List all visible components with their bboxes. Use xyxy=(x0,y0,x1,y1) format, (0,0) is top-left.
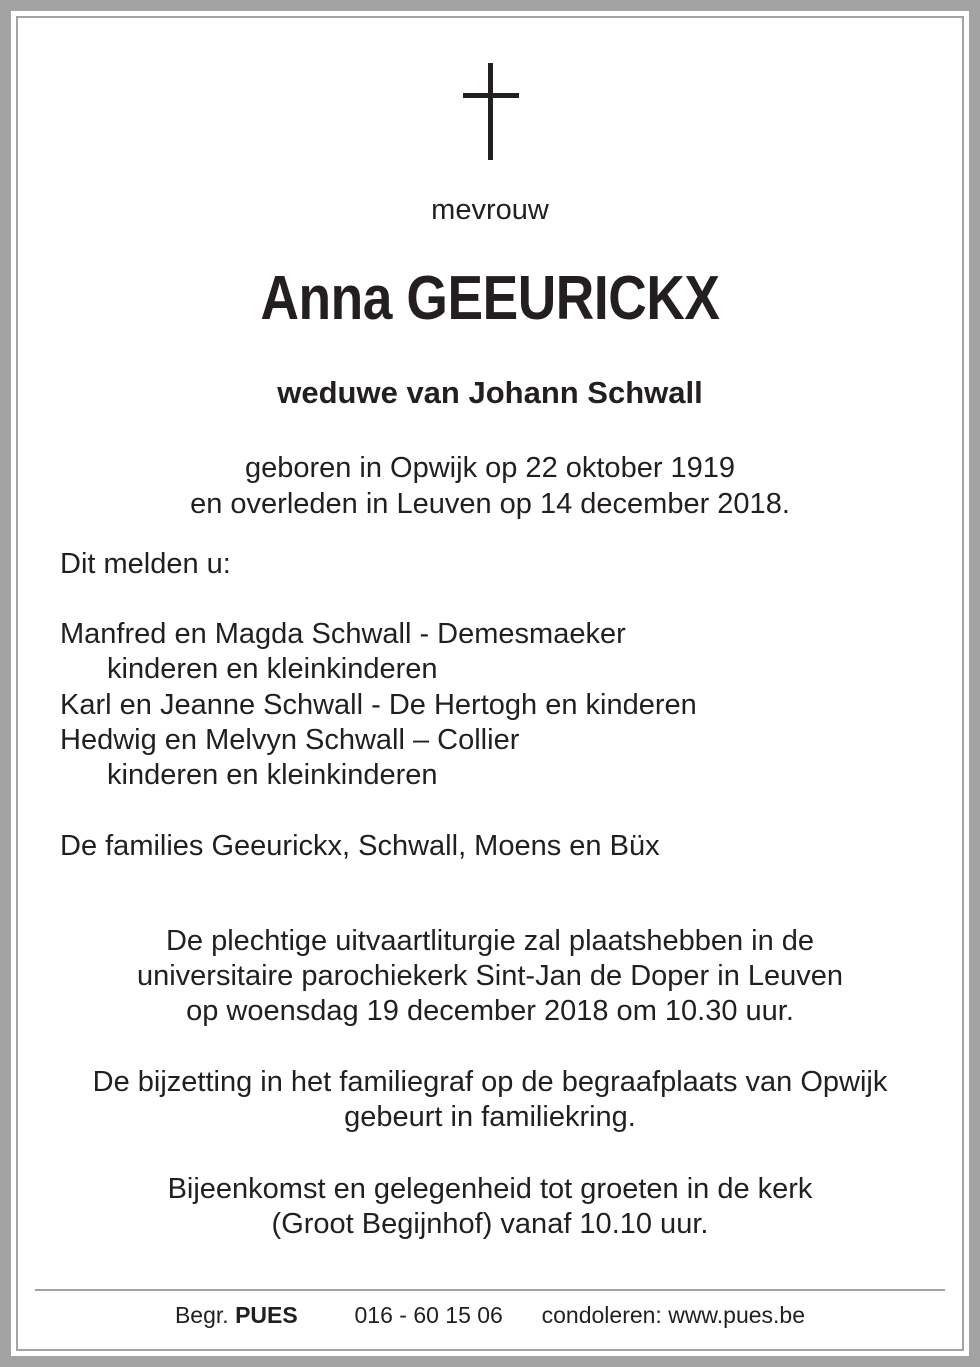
footer-condolence: condoleren: www.pues.be xyxy=(541,1302,806,1328)
family-line: Manfred en Magda Schwall - Demesmaeker xyxy=(60,618,626,650)
liturgy-line: universitaire parochiekerk Sint-Jan de Doper in Leuven xyxy=(136,960,844,992)
gathering-line: (Groot Begijnhof) vanaf 10.10 uur. xyxy=(271,1208,709,1240)
burial-line: De bijzetting in het familiegraf op de begraafplaats van Opwijk xyxy=(92,1066,888,1098)
families-line: De families Geeurickx, Schwall, Moens en Büx xyxy=(60,830,660,862)
salutation: mevrouw xyxy=(431,194,549,226)
liturgy-line: De plechtige uitvaartliturgie zal plaatshebben in de xyxy=(165,925,815,957)
footer-divider xyxy=(35,1289,945,1291)
footer xyxy=(0,1297,980,1333)
announced-by: Dit melden u: xyxy=(60,548,231,580)
footer-phone: 016 - 60 15 06 xyxy=(354,1302,503,1328)
gathering-line: Bijeenkomst en gelegenheid tot groeten in de kerk xyxy=(167,1173,813,1205)
family-line: kinderen en kleinkinderen xyxy=(107,759,438,791)
family-line: kinderen en kleinkinderen xyxy=(107,653,438,685)
cross-icon xyxy=(461,63,521,160)
funeral-company: PUES xyxy=(235,1302,298,1328)
widow-of: weduwe van Johann Schwall xyxy=(277,375,703,410)
deceased-name: Anna GEEURICKX xyxy=(260,264,720,333)
family-line: Hedwig en Melvyn Schwall – Collier xyxy=(60,724,520,756)
liturgy-line: op woensdag 19 december 2018 om 10.30 uur. xyxy=(186,995,794,1027)
footer-prefix: Begr. xyxy=(174,1302,229,1328)
family-line: Karl en Jeanne Schwall - De Hertogh en kinderen xyxy=(60,689,697,721)
death-line: en overleden in Leuven op 14 december 2018. xyxy=(190,488,790,520)
birth-line: geboren in Opwijk op 22 oktober 1919 xyxy=(244,452,736,484)
burial-line: gebeurt in familiekring. xyxy=(344,1101,636,1133)
